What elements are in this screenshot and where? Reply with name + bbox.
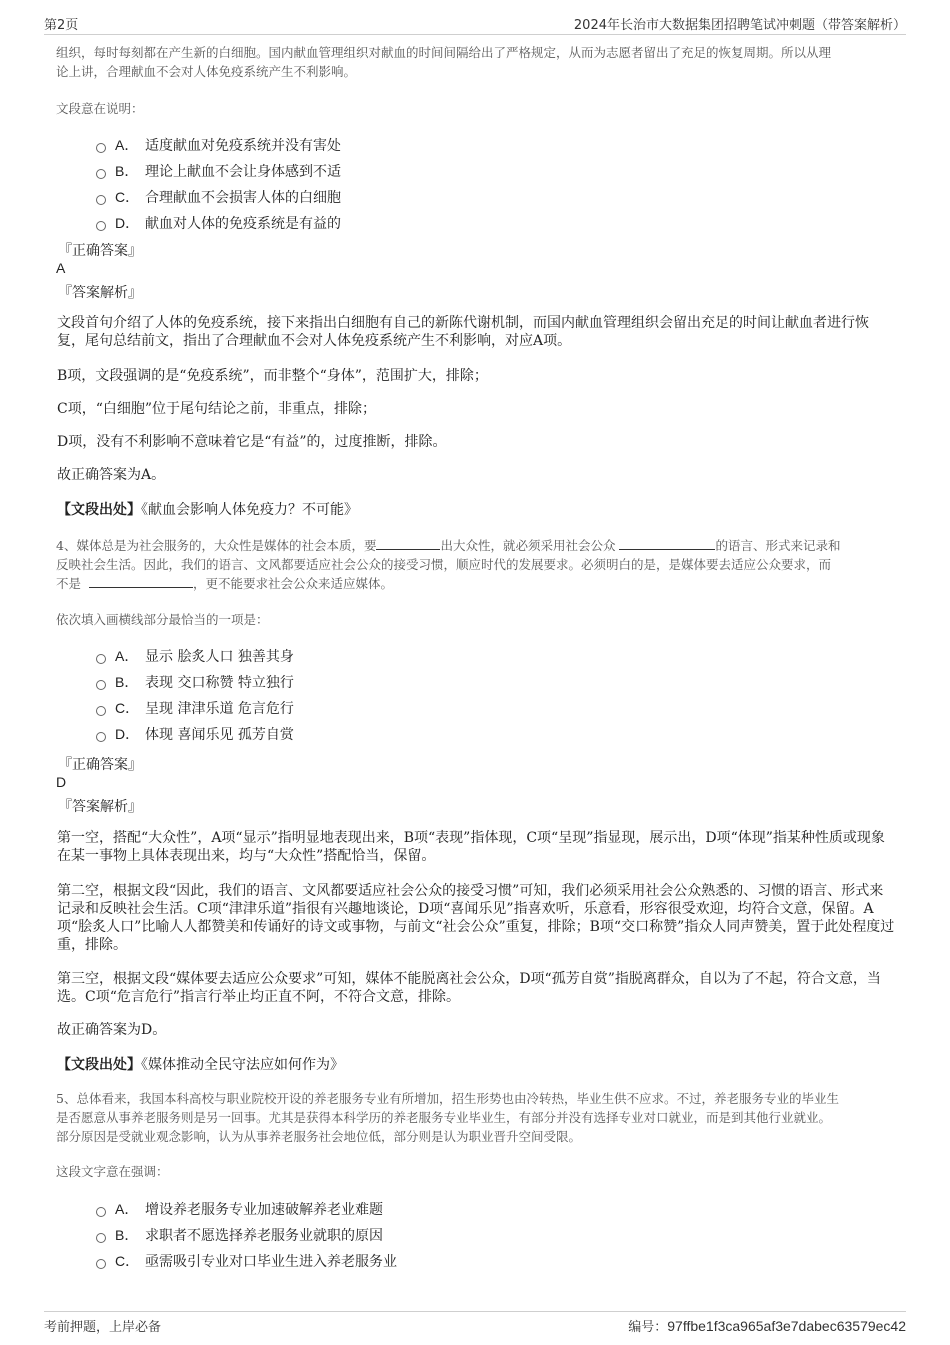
radio-icon[interactable] bbox=[96, 169, 106, 179]
q4-analysis-para: 第一空，搭配“大众性”，A项“显示”指明显地表现出来，B项“表现”指体现，C项“呈现”指显现，展示出，D项“体现”指某种性质或现象在某一事物上具体表现出来，均与“大众性”搭配恰当，保留。 bbox=[57, 830, 885, 864]
q3-passage-line: 论上讲，合理献血不会对人体免疫系统产生不利影响。 bbox=[56, 64, 357, 79]
q5-option-a[interactable]: A． 增设养老服务专业加速破解养老业难题 bbox=[96, 1199, 383, 1219]
q3-option-b[interactable]: B． 理论上献血不会让身体感到不适 bbox=[96, 161, 341, 181]
q4-answer-label: 『正确答案』 bbox=[58, 757, 142, 773]
page-number: 第2页 bbox=[44, 18, 79, 33]
q4-analysis-label: 『答案解析』 bbox=[58, 799, 142, 815]
q3-option-c[interactable]: C． 合理献血不会损害人体的白细胞 bbox=[96, 187, 341, 207]
q5-option-c[interactable]: C． 亟需吸引专业对口毕业生进入养老服务业 bbox=[96, 1251, 397, 1271]
q3-option-a[interactable]: A． 适度献血对免疫系统并没有害处 bbox=[96, 135, 341, 155]
q4-analysis-para: 第二空，根据文段“因此，我们的语言、文风都要适应社会公众的接受习惯”可知，我们必须采用社会公众熟悉的、习惯的语言、形式来记录和反映社会生活。C项“津津乐道”指很有兴趣地谈论，D项“喜闻乐见”指喜欢听，乐意看，形容很受欢迎，均符合文意，保留。A项“脍炙人口”比喻人人都赞美和传诵好的诗文或事物，与前文“社会公众”重复，排除；B项“交口称赞”指众人同声赞美，置于此处程度过重，排除。 bbox=[57, 883, 895, 953]
q3-passage-tail bbox=[56, 43, 896, 81]
radio-icon[interactable] bbox=[96, 706, 106, 716]
radio-icon[interactable] bbox=[96, 732, 106, 742]
radio-icon[interactable] bbox=[96, 143, 106, 153]
q4-answer: D bbox=[56, 774, 67, 790]
q3-analysis-label: 『答案解析』 bbox=[58, 285, 142, 301]
document-code: 编号：97ffbe1f3ca965af3e7dabec63579ec42 bbox=[628, 1318, 906, 1335]
q3-analysis-para: 故正确答案为A。 bbox=[57, 467, 166, 483]
q4-prompt: 依次填入画横线部分最恰当的一项是： bbox=[56, 612, 269, 627]
q3-analysis-para: 文段首句介绍了人体的免疫系统，接下来指出白细胞有自己的新陈代谢机制，而国内献血管理组织会留出充足的时间让献血者进行恢复，尾句总结前文，指出了合理献血不会对人体免疫系统产生不利影响，对应A项。 bbox=[57, 315, 869, 349]
q4-analysis-para: 故正确答案为D。 bbox=[57, 1022, 167, 1038]
radio-icon[interactable] bbox=[96, 1259, 106, 1269]
q5-passage-line: 5、总体看来，我国本科高校与职业院校开设的养老服务专业有所增加，招生形势也由冷转热，毕业生供不应求。不过，养老服务专业的毕业生 bbox=[56, 1091, 839, 1106]
q3-analysis-para: D项，没有不利影响不意味着它是“有益”的，过度推断，排除。 bbox=[57, 434, 447, 450]
q4-passage-line: 不是 ，更不能要求社会公众来适应媒体。 bbox=[56, 576, 394, 591]
q4-passage-line: 4、媒体总是为社会服务的，大众性是媒体的社会本质，要 出大众性，就必须采用社会公众 的语言、形式来记录和 bbox=[56, 538, 841, 553]
q4-source bbox=[57, 1054, 344, 1074]
fill-blank-3 bbox=[89, 575, 193, 588]
document-title: 2024年长治市大数据集团招聘笔试冲刺题（带答案解析） bbox=[573, 18, 906, 33]
q5-passage bbox=[56, 1089, 896, 1146]
q3-answer: A bbox=[56, 260, 66, 276]
radio-icon[interactable] bbox=[96, 221, 106, 231]
q4-passage bbox=[56, 536, 896, 593]
q4-option-b[interactable]: B． 表现 交口称赞 特立独行 bbox=[96, 672, 294, 692]
radio-icon[interactable] bbox=[96, 195, 106, 205]
source-label: 【文段出处】 bbox=[57, 502, 141, 518]
q3-prompt: 文段意在说明： bbox=[56, 101, 144, 116]
fill-blank-2 bbox=[619, 537, 715, 550]
q3-source bbox=[57, 499, 358, 519]
radio-icon[interactable] bbox=[96, 680, 106, 690]
q5-prompt: 这段文字意在强调： bbox=[56, 1164, 169, 1179]
fill-blank-1 bbox=[376, 537, 440, 550]
q3-passage-line: 组织，每时每刻都在产生新的白细胞。国内献血管理组织对献血的时间间隔给出了严格规定，从而为志愿者留出了充足的恢复周期。所以从理 bbox=[56, 45, 832, 60]
q3-analysis-para: B项，文段强调的是“免疫系统”，而非整个“身体”，范围扩大，排除； bbox=[57, 368, 488, 384]
radio-icon[interactable] bbox=[96, 654, 106, 664]
source-title: 《献血会影响人体免疫力？不可能》 bbox=[141, 502, 358, 518]
q3-analysis-para: C项，“白细胞”位于尾句结论之前，非重点，排除； bbox=[57, 401, 377, 417]
source-label: 【文段出处】 bbox=[57, 1057, 141, 1073]
q3-answer-label: 『正确答案』 bbox=[58, 243, 142, 259]
q4-passage-line: 反映社会生活。因此，我们的语言、文风都要适应社会公众的接受习惯，顺应时代的发展要求。必须明白的是，是媒体要去适应公众要求，而 bbox=[56, 557, 832, 572]
radio-icon[interactable] bbox=[96, 1207, 106, 1217]
footer-slogan: 考前押题，上岸必备 bbox=[44, 1320, 162, 1335]
page-header bbox=[44, 12, 906, 35]
source-title: 《媒体推动全民守法应如何作为》 bbox=[141, 1057, 344, 1073]
q4-option-a[interactable]: A． 显示 脍炙人口 独善其身 bbox=[96, 646, 294, 666]
q5-passage-line: 是否愿意从事养老服务则是另一回事。尤其是获得本科学历的养老服务专业毕业生，有部分并没有选择专业对口就业，而是到其他行业就业。 bbox=[56, 1110, 832, 1125]
page-footer bbox=[44, 1311, 906, 1334]
q4-option-d[interactable]: D． 体现 喜闻乐见 孤芳自赏 bbox=[96, 724, 294, 744]
q5-passage-line: 部分原因是受就业观念影响，认为从事养老服务社会地位低，部分则是认为职业晋升空间受限。 bbox=[56, 1129, 582, 1144]
q4-analysis-para: 第三空，根据文段“媒体要去适应公众要求”可知，媒体不能脱离社会公众，D项“孤芳自赏”指脱离群众，自以为了不起，符合文意，当选。C项“危言危行”指言行举止均正直不阿，不符合文意，排除。 bbox=[57, 971, 881, 1005]
q5-option-b[interactable]: B． 求职者不愿选择养老服务业就职的原因 bbox=[96, 1225, 383, 1245]
q3-option-d[interactable]: D． 献血对人体的免疫系统是有益的 bbox=[96, 213, 341, 233]
q4-option-c[interactable]: C． 呈现 津津乐道 危言危行 bbox=[96, 698, 294, 718]
radio-icon[interactable] bbox=[96, 1233, 106, 1243]
